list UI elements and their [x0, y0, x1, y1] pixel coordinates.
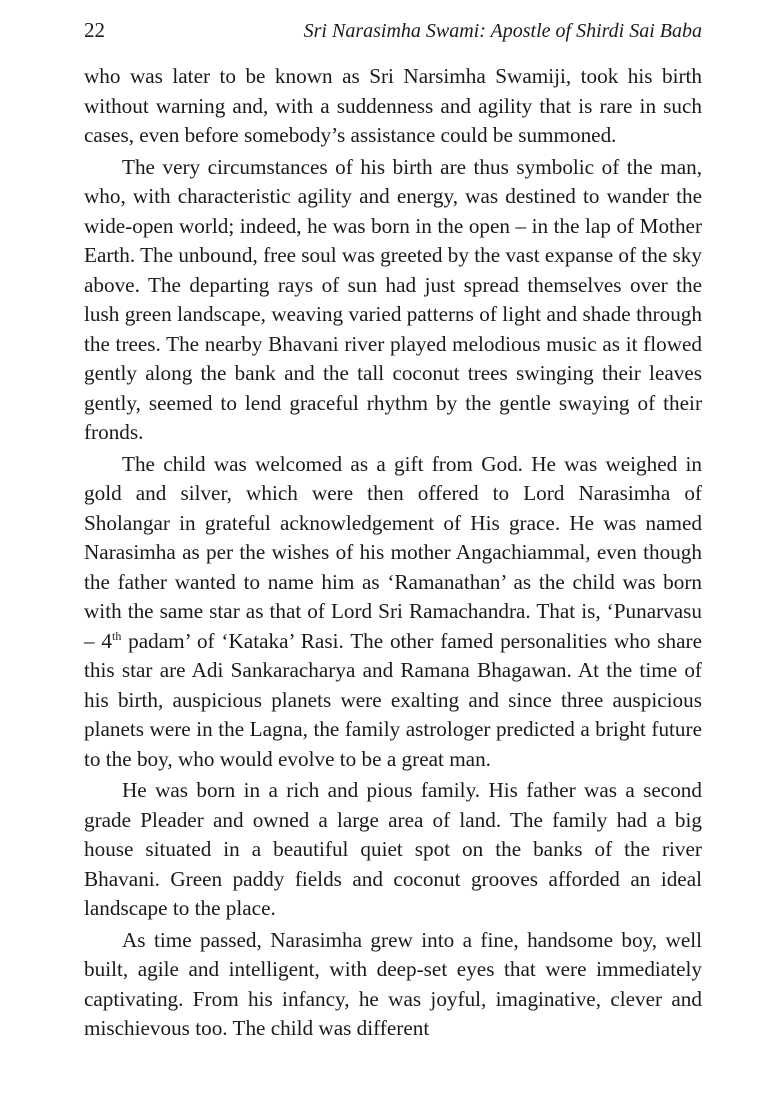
book-title: Sri Narasimha Swami: Apostle of Shirdi Sai Baba [303, 20, 702, 42]
running-head [84, 18, 702, 52]
paragraph-3 [84, 450, 702, 775]
ordinal-superscript: th [112, 628, 122, 643]
body-text [84, 62, 702, 1044]
book-page [84, 18, 702, 1044]
paragraph-1: who was later to be known as Sri Narsimha Swamiji, took his birth without warning and, with a suddenness and agility that is rare in such cases, even before somebody’s assistance could be summoned. [84, 64, 702, 147]
paragraph-3-text-b: padam’ of ‘Kataka’ Rasi. The other famed personalities who share this star are Adi Sankaracharya and Ramana Bhagawan. At the time of his birth, auspicious planets were exalting and since three auspicious planets were in the Lagna, the family astrologer predicted a bright future to the boy, who would evolve to be a great man. [84, 628, 702, 771]
paragraph-4: He was born in a rich and pious family. His father was a second grade Pleader and owned a large area of land. The family had a big house situated in a beautiful quiet spot on the banks of the river Bhavani. Green paddy fields and coconut grooves afforded an ideal landscape to the place. [84, 778, 702, 920]
page-number: 22 [84, 18, 105, 42]
paragraph-5: As time passed, Narasimha grew into a fine, handsome boy, well built, agile and intelligent, with deep-set eyes that were immediately captivating. From his infancy, he was joyful, imaginative, clever and mischievous too. The child was different [84, 927, 702, 1040]
paragraph-2: The very circumstances of his birth are thus symbolic of the man, who, with characteristic agility and energy, was destined to wander the wide-open world; indeed, he was born in the open – in the lap of Mother Earth. The unbound, free soul was greeted by the vast expanse of the sky above. The departing rays of sun had just spread themselves over the lush green landscape, weaving varied patterns of light and shade through the trees. The nearby Bhavani river played melodious music as it flowed gently along the bank and the tall coconut trees swinging their leaves gently, seemed to lend graceful rhythm by the gentle swaying of their fronds. [84, 154, 702, 444]
paragraph-3-text-a: The child was welcomed as a gift from God. He was weighed in gold and silver, which were then offered to Lord Narasimha of Sholangar in grateful acknowledgement of His grace. He was named Narasimha as per the wishes of his mother Angachiammal, even though the father wanted to name him as ‘Ramanathan’ as the child was born with the same star as that of Lord Sri Ramachandra. That is, ‘Punarvasu – 4 [84, 451, 702, 653]
